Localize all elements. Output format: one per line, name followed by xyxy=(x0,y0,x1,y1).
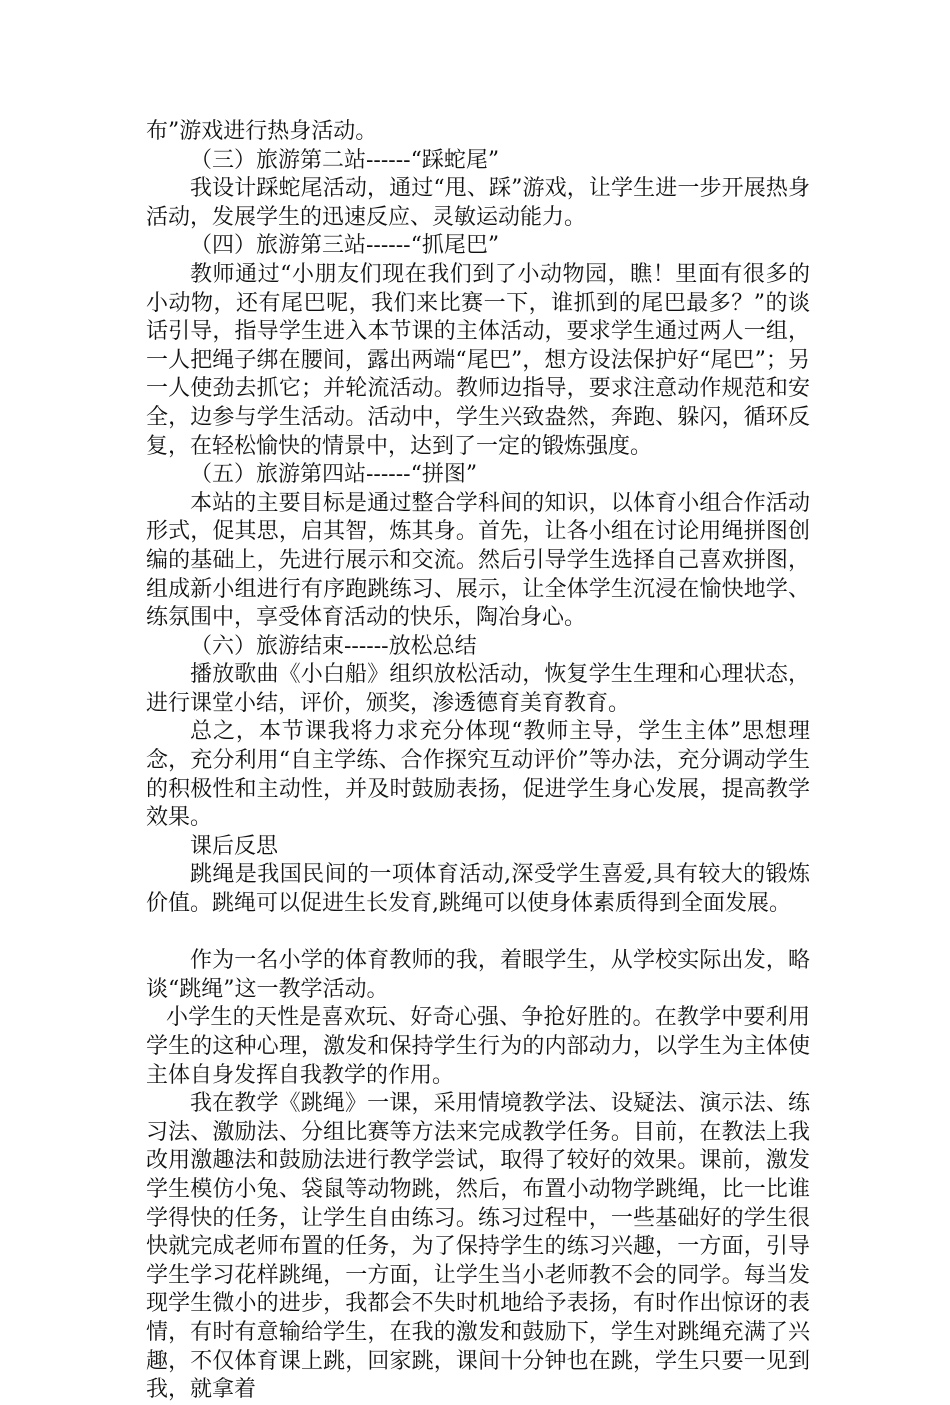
section-heading-trip-end: （六）旅游结束------放松总结 xyxy=(190,633,477,659)
paragraph-station-2: 我设计踩蛇尾活动，通过“甩、踩”游戏，让学生进一步开展热身活动，发展学生的迅速反应、灵敏运动能力。 xyxy=(146,176,810,230)
paragraph-reflection-intro: 跳绳是我国民间的一项体育活动,深受学生喜爱,具有较大的锻炼价值。跳绳可以促进生长发育,跳绳可以使身体素质得到全面发展。 xyxy=(146,862,810,917)
paragraph-summary: 总之，本节课我将力求充分体现“教师主导，学生主体”思想理念，充分利用“自主学练、合作探究互动评价”等办法，充分调动学生的积极性和主动性，并及时鼓励表扬，促进学生身心发展，提高教学效果。 xyxy=(146,719,810,831)
blank-line xyxy=(146,919,810,948)
section-heading-station-4: （五）旅游第四站------“拼图” xyxy=(190,462,478,488)
paragraph-teaching-method: 我在教学《跳绳》一课，采用情境教学法、设疑法、演示法、练习法、激励法、分组比赛等方法来完成教学任务。目前，在教法上我改用激趣法和鼓励法进行教学尝试，取得了较好的效果。课前，激发学生模仿小兔、袋鼠等动物跳，然后，布置小动物学跳绳，比一比谁学得快的任务，让学生自由练习。练习过程中，一些基础好的学生很快就完成老师布置的任务，为了保持学生的练习兴趣，一方面，引导学生学习花样跳绳，一方面，让学生当小老师教不会的同学。每当发现学生微小的进步，我都会不失时机地给予表扬，有时作出惊讶的表情，有时有意输给学生，在我的激发和鼓励下，学生对跳绳充满了兴趣，不仅体育课上跳，回家跳，课间十分钟也在跳，学生只要一见到我，就拿着 xyxy=(146,1091,810,1403)
paragraph-continuation: 布”游戏进行热身活动。 xyxy=(146,119,378,144)
section-heading-station-3: （四）旅游第三站------“抓尾巴” xyxy=(190,233,500,259)
document-body xyxy=(146,118,810,1405)
section-heading-station-2: （三）旅游第二站------“踩蛇尾” xyxy=(190,147,500,173)
paragraph-student-nature: 小学生的天性是喜欢玩、好奇心强、争抢好胜的。在教学中要利用学生的这种心理，激发和保持学生行为的内部动力，以学生为主体使主体自身发挥自我教学的作用。 xyxy=(146,1005,810,1088)
paragraph-teacher-view: 作为一名小学的体育教师的我，着眼学生，从学校实际出发，略谈“跳绳”这一教学活动。 xyxy=(146,948,810,1002)
paragraph-station-4: 本站的主要目标是通过整合学科间的知识，以体育小组合作活动形式，促其思，启其智，炼其身。首先，让各小组在讨论用绳拼图创编的基础上，先进行展示和交流。然后引导学生选择自己喜欢拼图，组成新小组进行有序跑跳练习、展示，让全体学生沉浸在愉快地学、练氛围中，享受体育活动的快乐，陶冶身心。 xyxy=(146,490,810,631)
paragraph-trip-end: 播放歌曲《小白船》组织放松活动，恢复学生生理和心理状态，进行课堂小结，评价，颁奖，渗透德育美育教育。 xyxy=(146,662,810,716)
paragraph-station-3: 教师通过“小朋友们现在我们到了小动物园，瞧！里面有很多的小动物，还有尾巴呢，我们来比赛一下，谁抓到的尾巴最多？”的谈话引导，指导学生进入本节课的主体活动，要求学生通过两人一组，一人把绳子绑在腰间，露出两端“尾巴”，想方设法保护好“尾巴”；另一人使劲去抓它；并轮流活动。教师边指导，要求注意动作规范和安全，边参与学生活动。活动中，学生兴致盎然，奔跑、躲闪，循环反复，在轻松愉快的情景中，达到了一定的锻炼强度。 xyxy=(146,261,810,459)
heading-reflection: 课后反思 xyxy=(190,833,279,859)
